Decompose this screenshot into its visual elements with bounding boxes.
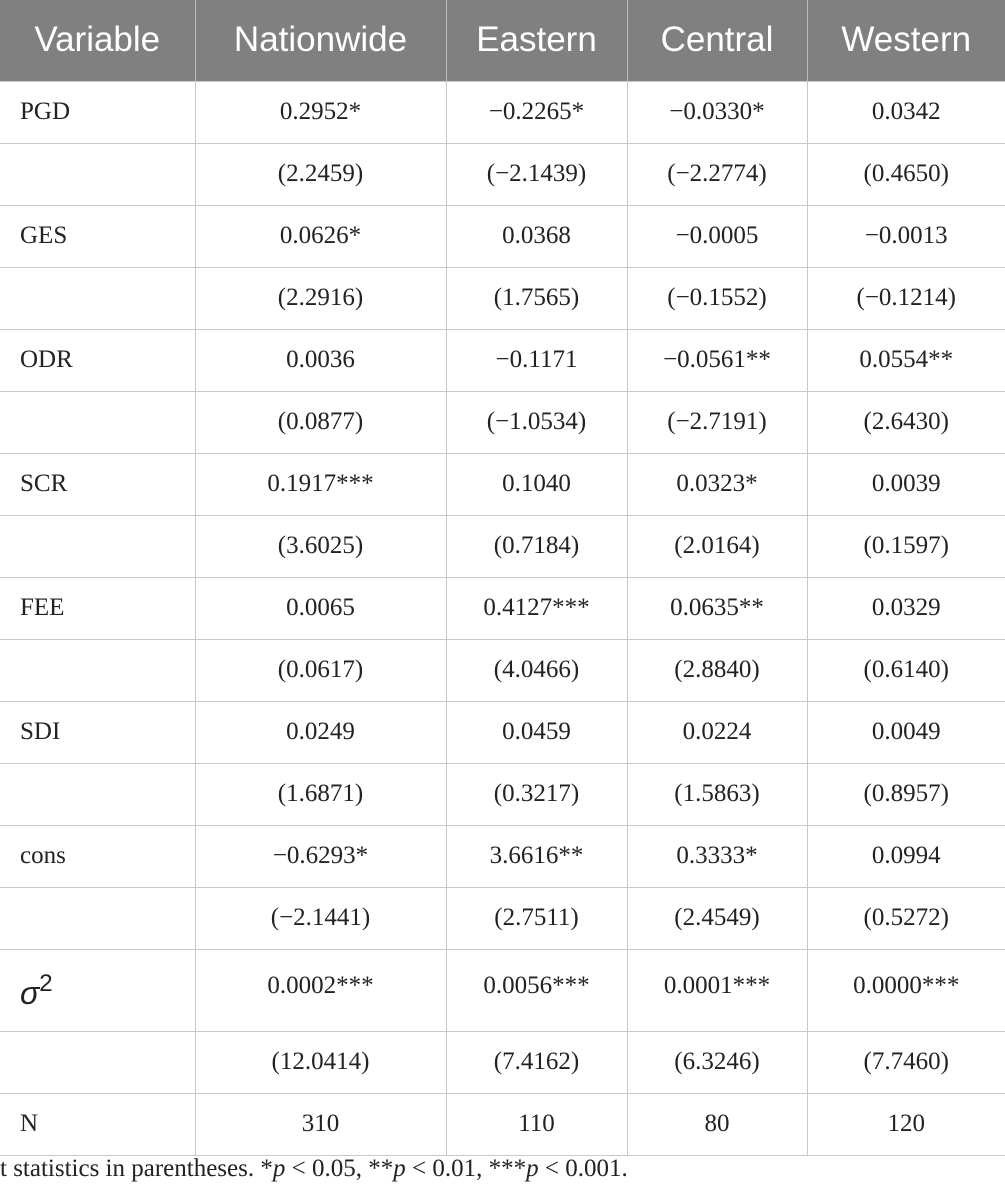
- cell-eastern: (0.7184): [446, 515, 627, 577]
- cell-central: −0.0561**: [627, 329, 807, 391]
- cell-western: 120: [807, 1093, 1005, 1155]
- cell-central: 0.0224: [627, 701, 807, 763]
- row-label-empty: [0, 639, 195, 701]
- cell-central: −0.0005: [627, 205, 807, 267]
- table-row-cons-coef: [0, 825, 1005, 887]
- cell-eastern: 0.4127***: [446, 577, 627, 639]
- row-label-empty: [0, 267, 195, 329]
- header-western: Western: [807, 0, 1005, 81]
- cell-nationwide: 310: [195, 1093, 446, 1155]
- row-label-empty: [0, 887, 195, 949]
- cell-central: −0.0330*: [627, 81, 807, 143]
- footnote-text: < 0.001.: [538, 1155, 628, 1182]
- cell-nationwide: 0.0002***: [195, 949, 446, 1031]
- cell-nationwide: (−2.1441): [195, 887, 446, 949]
- row-label: cons: [0, 825, 195, 887]
- header-central: Central: [627, 0, 807, 81]
- cell-nationwide: 0.0626*: [195, 205, 446, 267]
- cell-central: (−2.7191): [627, 391, 807, 453]
- cell-western: 0.0039: [807, 453, 1005, 515]
- cell-eastern: (2.7511): [446, 887, 627, 949]
- cell-central: (2.4549): [627, 887, 807, 949]
- cell-eastern: 0.1040: [446, 453, 627, 515]
- table-row-fee-coef: [0, 577, 1005, 639]
- cell-nationwide: (1.6871): [195, 763, 446, 825]
- cell-eastern: 0.0459: [446, 701, 627, 763]
- cell-central: 0.3333*: [627, 825, 807, 887]
- row-label: GES: [0, 205, 195, 267]
- cell-central: (−0.1552): [627, 267, 807, 329]
- cell-western: 0.0049: [807, 701, 1005, 763]
- table-row-pgd-coef: [0, 81, 1005, 143]
- table-row-odr-coef: [0, 329, 1005, 391]
- cell-nationwide: (3.6025): [195, 515, 446, 577]
- table-row-sdi-coef: [0, 701, 1005, 763]
- row-label: N: [0, 1093, 195, 1155]
- row-label-empty: [0, 391, 195, 453]
- cell-western: 0.0554**: [807, 329, 1005, 391]
- cell-nationwide: (0.0877): [195, 391, 446, 453]
- footnote-p-symbol: p: [393, 1155, 406, 1182]
- footnote-p-symbol: p: [526, 1155, 539, 1182]
- cell-central: 0.0323*: [627, 453, 807, 515]
- table-row-pgd-tstat: [0, 143, 1005, 205]
- table-row-fee-tstat: [0, 639, 1005, 701]
- cell-western: −0.0013: [807, 205, 1005, 267]
- cell-western: 0.0000***: [807, 949, 1005, 1031]
- cell-nationwide: 0.0036: [195, 329, 446, 391]
- cell-eastern: (7.4162): [446, 1031, 627, 1093]
- cell-nationwide: 0.0249: [195, 701, 446, 763]
- row-label-sigma-squared: [0, 949, 195, 1031]
- cell-eastern: (4.0466): [446, 639, 627, 701]
- table-row-sigma2-coef: [0, 949, 1005, 1031]
- cell-nationwide: (2.2459): [195, 143, 446, 205]
- cell-central: 80: [627, 1093, 807, 1155]
- cell-central: (2.0164): [627, 515, 807, 577]
- cell-western: (2.6430): [807, 391, 1005, 453]
- table-row-ges-coef: [0, 205, 1005, 267]
- row-label-empty: [0, 1031, 195, 1093]
- table-row-n: [0, 1093, 1005, 1155]
- table-header-row: [0, 0, 1005, 81]
- sigma-exponent: 2: [39, 969, 53, 997]
- cell-western: (0.6140): [807, 639, 1005, 701]
- cell-western: (0.8957): [807, 763, 1005, 825]
- cell-eastern: 3.6616**: [446, 825, 627, 887]
- cell-western: (−0.1214): [807, 267, 1005, 329]
- cell-central: (2.8840): [627, 639, 807, 701]
- cell-western: (7.7460): [807, 1031, 1005, 1093]
- cell-central: (6.3246): [627, 1031, 807, 1093]
- cell-nationwide: (2.2916): [195, 267, 446, 329]
- sigma-letter: σ: [20, 975, 40, 1012]
- sigma-symbol: [20, 969, 53, 1012]
- table-footnote: [0, 1155, 628, 1183]
- cell-western: (0.1597): [807, 515, 1005, 577]
- cell-central: 0.0635**: [627, 577, 807, 639]
- row-label-empty: [0, 515, 195, 577]
- footnote-text: < 0.05, **: [285, 1155, 394, 1182]
- cell-nationwide: (12.0414): [195, 1031, 446, 1093]
- row-label: SDI: [0, 701, 195, 763]
- cell-western: 0.0342: [807, 81, 1005, 143]
- cell-eastern: (1.7565): [446, 267, 627, 329]
- table-row-ges-tstat: [0, 267, 1005, 329]
- cell-eastern: (−1.0534): [446, 391, 627, 453]
- row-label: FEE: [0, 577, 195, 639]
- table-row-sdi-tstat: [0, 763, 1005, 825]
- cell-eastern: −0.2265*: [446, 81, 627, 143]
- row-label: ODR: [0, 329, 195, 391]
- table-row-odr-tstat: [0, 391, 1005, 453]
- row-label: PGD: [0, 81, 195, 143]
- header-eastern: Eastern: [446, 0, 627, 81]
- table-row-scr-coef: [0, 453, 1005, 515]
- cell-western: 0.0329: [807, 577, 1005, 639]
- cell-eastern: 110: [446, 1093, 627, 1155]
- cell-eastern: (0.3217): [446, 763, 627, 825]
- footnote-p-symbol: p: [272, 1155, 286, 1182]
- row-label-empty: [0, 763, 195, 825]
- cell-eastern: (−2.1439): [446, 143, 627, 205]
- footnote-text: < 0.01, ***: [405, 1155, 527, 1182]
- cell-central: (−2.2774): [627, 143, 807, 205]
- table-row-cons-tstat: [0, 887, 1005, 949]
- cell-western: (0.4650): [807, 143, 1005, 205]
- cell-central: 0.0001***: [627, 949, 807, 1031]
- cell-central: (1.5863): [627, 763, 807, 825]
- cell-eastern: 0.0368: [446, 205, 627, 267]
- cell-western: (0.5272): [807, 887, 1005, 949]
- cell-nationwide: 0.2952*: [195, 81, 446, 143]
- cell-nationwide: 0.1917***: [195, 453, 446, 515]
- cell-eastern: −0.1171: [446, 329, 627, 391]
- row-label: SCR: [0, 453, 195, 515]
- table-row-sigma2-tstat: [0, 1031, 1005, 1093]
- cell-nationwide: 0.0065: [195, 577, 446, 639]
- cell-nationwide: (0.0617): [195, 639, 446, 701]
- row-label-empty: [0, 143, 195, 205]
- cell-eastern: 0.0056***: [446, 949, 627, 1031]
- table-row-scr-tstat: [0, 515, 1005, 577]
- header-variable: Variable: [0, 0, 195, 81]
- cell-nationwide: −0.6293*: [195, 825, 446, 887]
- cell-western: 0.0994: [807, 825, 1005, 887]
- footnote-text: t statistics in parentheses. *: [0, 1155, 273, 1182]
- header-nationwide: Nationwide: [195, 0, 446, 81]
